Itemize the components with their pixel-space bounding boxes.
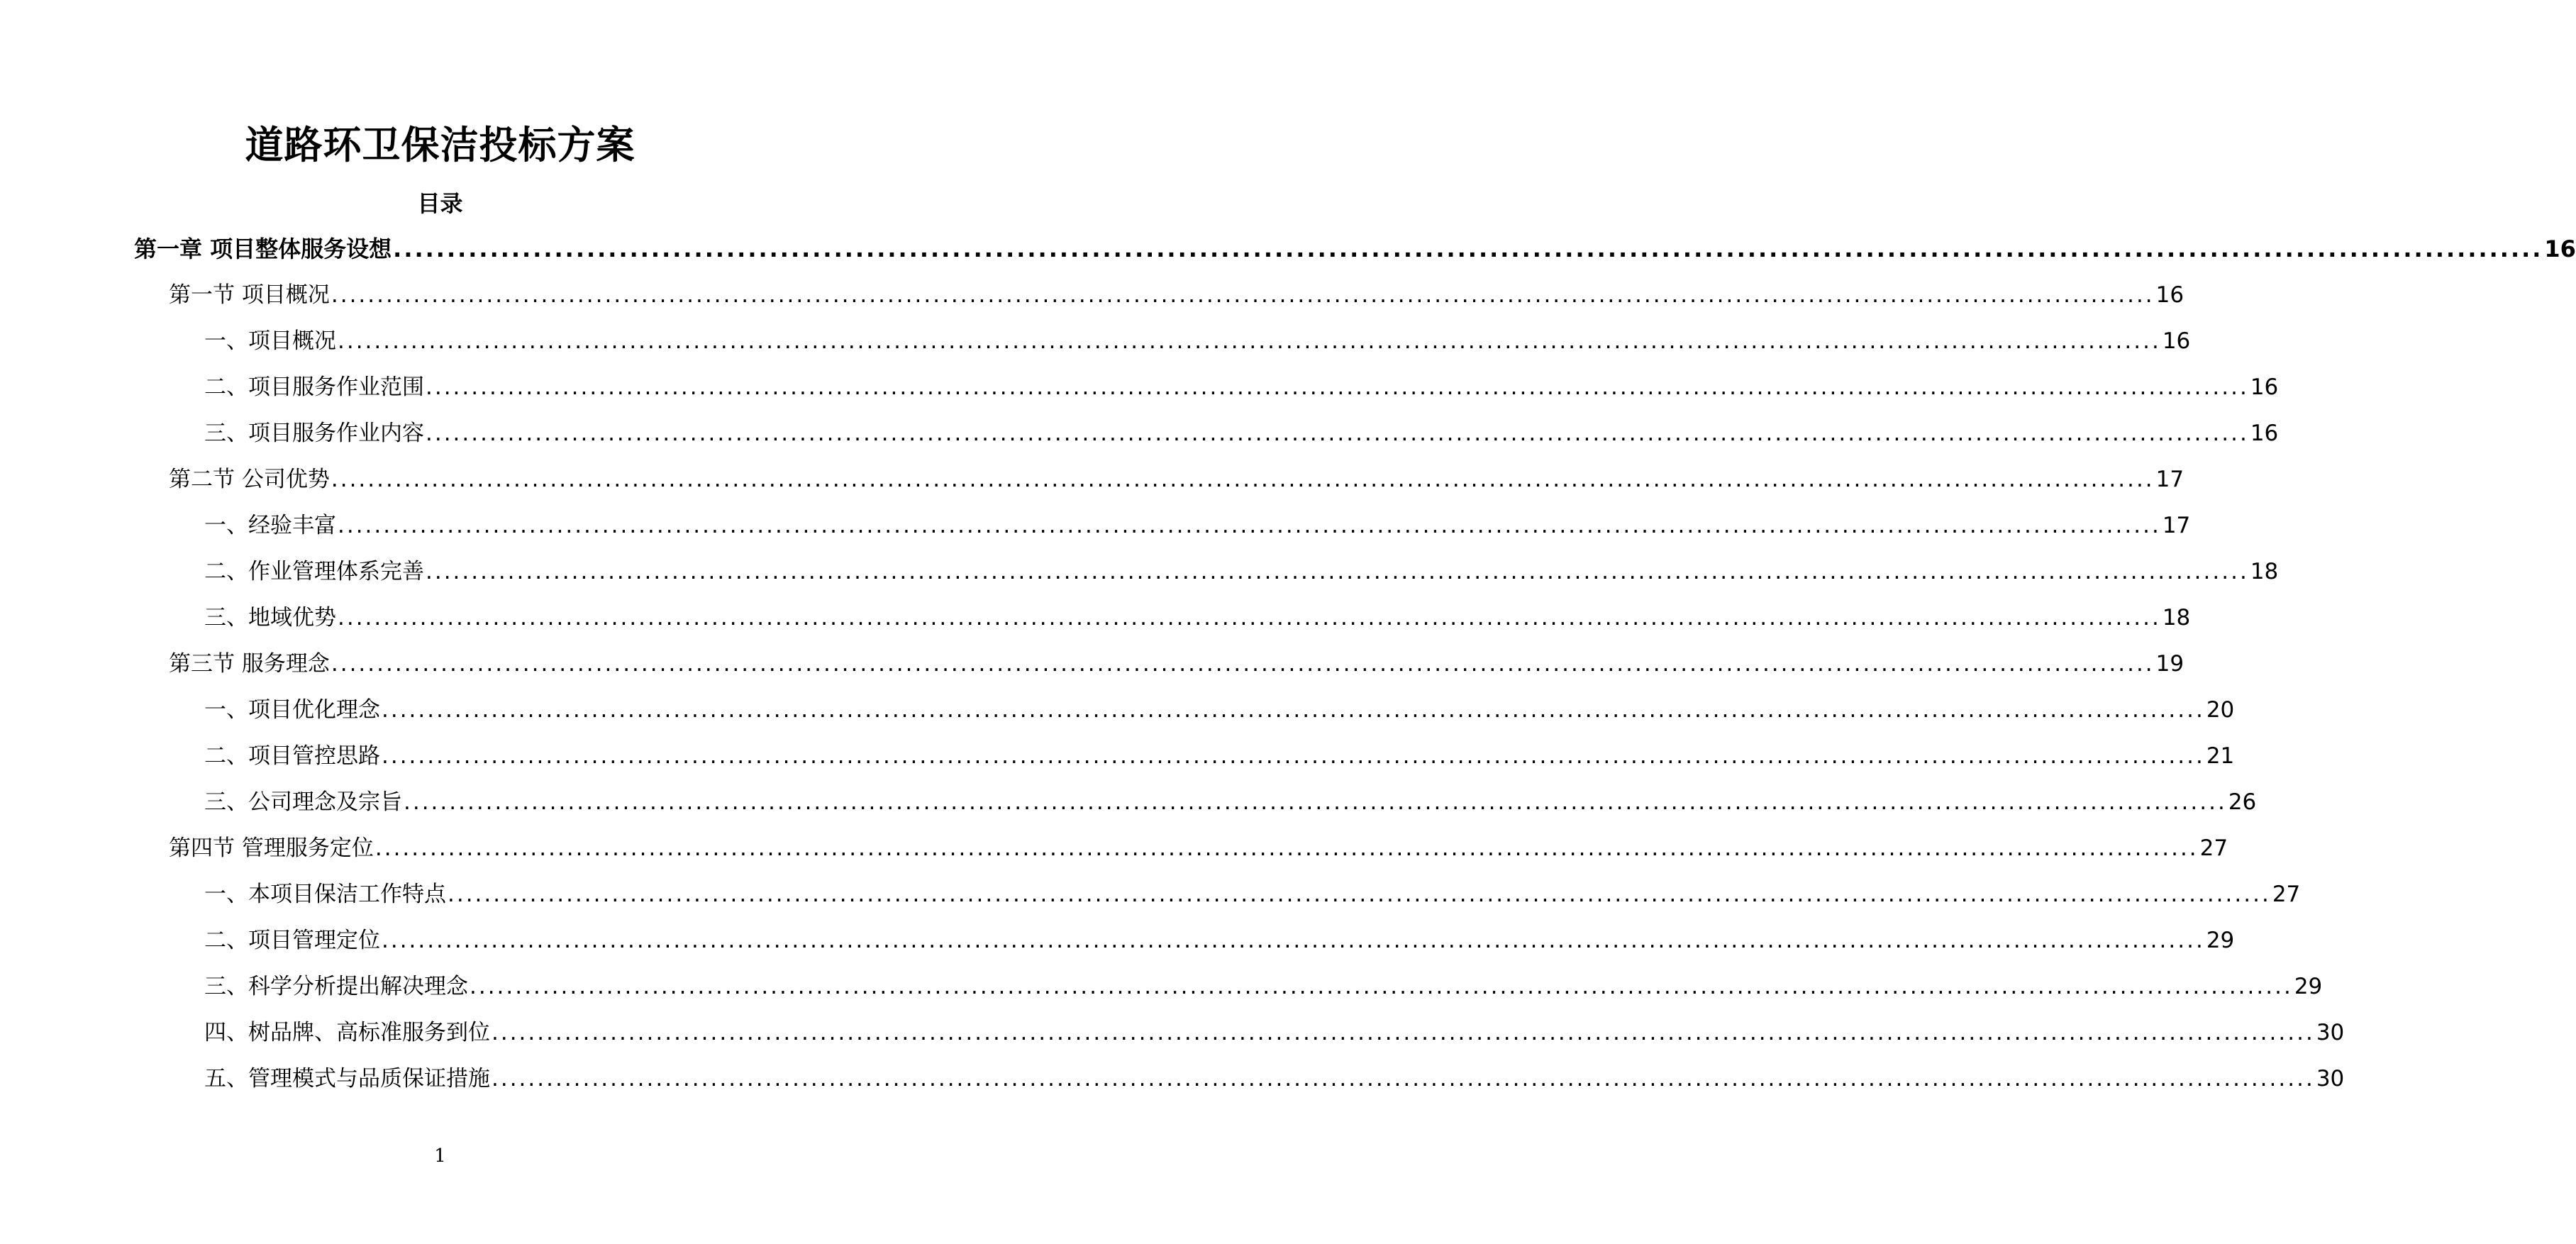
toc-entry-page: 27 (2199, 835, 2228, 861)
toc-entry-page: 18 (2162, 605, 2191, 631)
dot-leader: ........................................................................................................................................................................................................ (393, 235, 2543, 262)
dot-leader: ........................................................................................................................................................................................................ (382, 697, 2205, 723)
toc-entry[interactable] (0, 508, 2191, 554)
toc-entry-label: 三、地域优势 (204, 605, 336, 631)
toc-entry-label: 二、项目管控思路 (204, 743, 380, 769)
dot-leader: ........................................................................................................................................................................................................ (338, 605, 2161, 631)
toc-entry-label: 第三节 服务理念 (169, 651, 330, 677)
toc-entry-page: 27 (2272, 882, 2301, 907)
toc-entry-page: 20 (2206, 697, 2235, 723)
toc-entry[interactable] (0, 370, 2279, 416)
toc-entry-page: 30 (2316, 1020, 2345, 1045)
toc-entry-page: 16 (2250, 421, 2279, 446)
toc-entry-label: 二、作业管理体系完善 (204, 559, 424, 584)
toc-entry[interactable] (0, 923, 2235, 969)
dot-leader: ........................................................................................................................................................................................................ (374, 835, 2199, 861)
toc-entry-label: 第一节 项目概况 (169, 282, 330, 308)
toc-entry-page: 17 (2155, 467, 2184, 492)
toc-entry-label: 一、本项目保洁工作特点 (204, 882, 446, 907)
toc-entry[interactable] (0, 277, 2184, 323)
toc-entry-label: 第二节 公司优势 (169, 467, 330, 492)
toc-entry[interactable] (0, 231, 2576, 277)
toc-entry[interactable] (0, 462, 2184, 508)
toc-entry[interactable] (0, 784, 2257, 831)
toc-entry-page: 16 (2162, 328, 2191, 354)
toc-entry[interactable] (0, 877, 2301, 923)
toc-entry-label: 一、经验丰富 (204, 513, 336, 538)
toc-entry-label: 三、科学分析提出解决理念 (204, 974, 468, 999)
dot-leader: ........................................................................................................................................................................................................ (426, 559, 2249, 584)
toc-entry[interactable] (0, 1061, 2345, 1107)
toc-entry-label: 一、项目概况 (204, 328, 336, 354)
dot-leader: ........................................................................................................................................................................................................ (426, 374, 2249, 400)
toc-entry-label: 第一章 项目整体服务设想 (134, 235, 392, 262)
toc-entry-label: 二、项目服务作业范围 (204, 374, 424, 400)
toc-entry-label: 一、项目优化理念 (204, 697, 380, 723)
toc-entry[interactable] (0, 831, 2228, 877)
toc-entry-page: 26 (2228, 789, 2257, 815)
dot-leader: ........................................................................................................................................................................................................ (382, 928, 2205, 953)
toc-entry[interactable] (0, 600, 2191, 646)
toc-entry-page: 21 (2206, 743, 2235, 769)
dot-leader: ........................................................................................................................................................................................................ (331, 651, 2155, 677)
dot-leader: ........................................................................................................................................................................................................ (404, 789, 2227, 815)
toc-entry-label: 四、树品牌、高标准服务到位 (204, 1020, 490, 1045)
dot-leader: ........................................................................................................................................................................................................ (338, 513, 2161, 538)
toc-entry-page: 29 (2206, 928, 2235, 953)
toc-entry[interactable] (0, 1015, 2345, 1061)
toc-entry[interactable] (0, 416, 2279, 462)
dot-leader: ........................................................................................................................................................................................................ (492, 1020, 2315, 1045)
toc-entry-page: 19 (2155, 651, 2184, 677)
toc-entry[interactable] (0, 323, 2191, 370)
dot-leader: ........................................................................................................................................................................................................ (338, 328, 2161, 354)
document-title: 道路环卫保洁投标方案 (245, 123, 635, 167)
dot-leader: ........................................................................................................................................................................................................ (492, 1066, 2315, 1092)
table-of-contents (0, 231, 2576, 1107)
toc-entry-page: 18 (2250, 559, 2279, 584)
toc-entry-page: 17 (2162, 513, 2191, 538)
toc-entry-page: 30 (2316, 1066, 2345, 1092)
toc-entry-page: 16 (2250, 374, 2279, 400)
dot-leader: ........................................................................................................................................................................................................ (382, 743, 2205, 769)
toc-entry-label: 五、管理模式与品质保证措施 (204, 1066, 490, 1092)
toc-entry-page: 16 (2544, 235, 2576, 262)
dot-leader: ........................................................................................................................................................................................................ (470, 974, 2293, 999)
dot-leader: ........................................................................................................................................................................................................ (448, 882, 2271, 907)
toc-entry-label: 二、项目管理定位 (204, 928, 380, 953)
toc-entry[interactable] (0, 738, 2235, 784)
toc-entry[interactable] (0, 646, 2184, 692)
toc-entry[interactable] (0, 969, 2323, 1015)
page-number: 1 (434, 1145, 446, 1167)
toc-entry[interactable] (0, 692, 2235, 738)
dot-leader: ........................................................................................................................................................................................................ (331, 282, 2155, 308)
toc-entry-page: 29 (2294, 974, 2323, 999)
toc-entry-label: 三、项目服务作业内容 (204, 421, 424, 446)
toc-entry-page: 16 (2155, 282, 2184, 308)
dot-leader: ........................................................................................................................................................................................................ (426, 421, 2249, 446)
toc-entry-label: 三、公司理念及宗旨 (204, 789, 402, 815)
toc-entry[interactable] (0, 554, 2279, 600)
toc-entry-label: 第四节 管理服务定位 (169, 835, 374, 861)
toc-heading: 目录 (417, 190, 463, 217)
dot-leader: ........................................................................................................................................................................................................ (331, 467, 2155, 492)
